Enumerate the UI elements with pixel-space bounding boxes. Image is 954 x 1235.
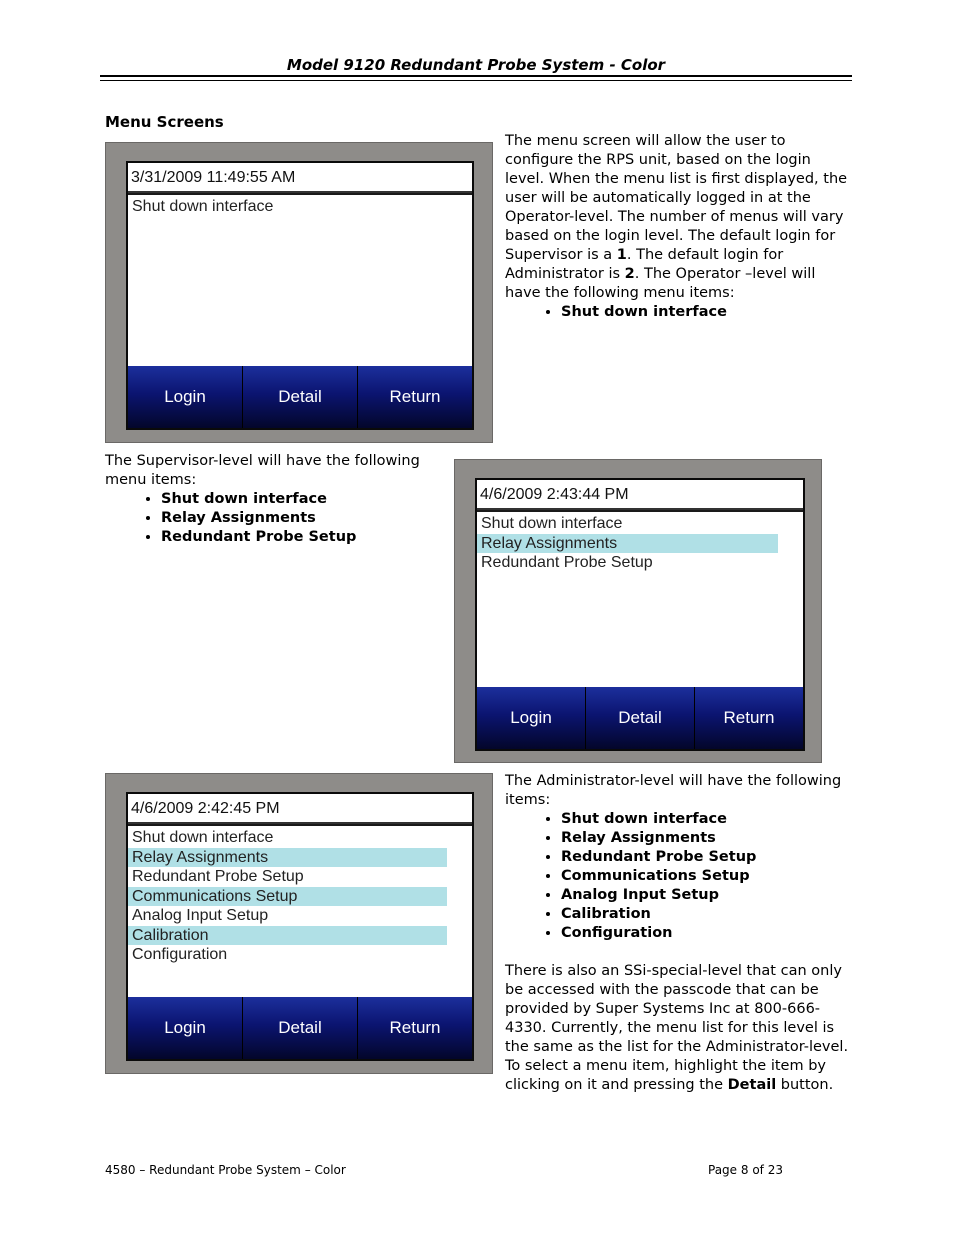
timestamp: 4/6/2009 2:42:45 PM	[128, 794, 472, 824]
menu-item[interactable]: Redundant Probe Setup	[481, 554, 653, 571]
timestamp: 4/6/2009 2:43:44 PM	[477, 480, 803, 510]
return-button[interactable]: Return	[358, 366, 472, 428]
button-bar	[128, 997, 472, 1059]
bullet-item: • Shut down interface	[161, 490, 425, 509]
bullet-item: • Communications Setup	[561, 867, 850, 886]
menu-item[interactable]: Shut down interface	[132, 198, 274, 215]
bullet-item: • Redundant Probe Setup	[161, 528, 425, 547]
menu-list	[128, 195, 472, 366]
operator-text-1: The menu screen will allow the user to configure the RPS unit, based on the login level. When the menu list is first displayed, the user will be automatically logged in at the Operator-level. The number of menus will vary based on the login level. The default login for Supervisor is a	[505, 133, 848, 263]
administrator-description	[505, 772, 850, 1095]
bullet-item: • Analog Input Setup	[561, 886, 850, 905]
ssi-level-text-end: button.	[776, 1077, 834, 1093]
menu-screen	[126, 792, 474, 1061]
return-button[interactable]: Return	[695, 687, 803, 749]
operator-menu-screenshot	[105, 142, 493, 443]
menu-list	[477, 512, 803, 687]
administrator-menu-screenshot	[105, 773, 493, 1074]
menu-item[interactable]: Redundant Probe Setup	[132, 868, 304, 885]
operator-text-2: . The default login for Administrator is	[505, 247, 784, 282]
menu-list	[128, 826, 472, 997]
button-bar	[128, 366, 472, 428]
administrator-login-value: 2	[624, 266, 635, 282]
bullet-item: • Redundant Probe Setup	[561, 848, 850, 867]
supervisor-login-value: 1	[616, 247, 627, 263]
operator-description	[505, 132, 850, 322]
bullet-item: • Shut down interface	[561, 303, 850, 322]
menu-item-highlighted[interactable]: Communications Setup	[128, 887, 447, 907]
menu-item[interactable]: Configuration	[132, 946, 228, 963]
detail-button[interactable]: Detail	[243, 366, 358, 428]
bullet-item: • Relay Assignments	[161, 509, 425, 528]
login-button[interactable]: Login	[128, 997, 243, 1059]
footer-document-title: 4580 – Redundant Probe System – Color	[105, 1163, 346, 1177]
menu-item-highlighted[interactable]: Relay Assignments	[128, 848, 447, 868]
section-heading: Menu Screens	[105, 113, 224, 131]
detail-emphasis: Detail	[727, 1077, 777, 1093]
bullet-item: • Configuration	[561, 924, 850, 943]
login-button[interactable]: Login	[477, 687, 586, 749]
menu-item-highlighted[interactable]: Relay Assignments	[477, 534, 778, 554]
supervisor-intro: The Supervisor-level will have the following menu items:	[105, 453, 420, 488]
supervisor-description	[105, 452, 425, 547]
menu-item[interactable]: Analog Input Setup	[132, 907, 269, 924]
bullet-item: • Relay Assignments	[561, 829, 850, 848]
menu-screen	[475, 478, 805, 751]
bullet-item: • Calibration	[561, 905, 850, 924]
detail-button[interactable]: Detail	[586, 687, 695, 749]
detail-button[interactable]: Detail	[243, 997, 358, 1059]
administrator-intro: The Administrator-level will have the following items:	[505, 773, 842, 808]
login-button[interactable]: Login	[128, 366, 243, 428]
header-rule-thick	[100, 75, 852, 77]
button-bar	[477, 687, 803, 749]
supervisor-menu-bullets	[105, 490, 425, 547]
timestamp: 3/31/2009 11:49:55 AM	[128, 163, 472, 193]
administrator-menu-bullets	[505, 810, 850, 943]
menu-item[interactable]: Shut down interface	[132, 829, 274, 846]
return-button[interactable]: Return	[358, 997, 472, 1059]
menu-item-highlighted[interactable]: Calibration	[128, 926, 447, 946]
operator-menu-bullets	[505, 303, 850, 322]
operator-text-3: . The Operator –level will have the following menu items:	[505, 266, 816, 301]
page-header-title: Model 9120 Redundant Probe System - Color	[286, 56, 666, 74]
menu-item[interactable]: Shut down interface	[481, 515, 623, 532]
footer-page-number: Page 8 of 23	[708, 1163, 783, 1177]
supervisor-menu-screenshot	[454, 459, 822, 763]
header-rule-thin	[100, 80, 852, 81]
ssi-level-text: There is also an SSi-special-level that can only be accessed with the passcode that can be provided by Super Systems Inc at 800-666-4330. Currently, the menu list for this level is the same as the list for the Administrator-level. To select a menu item, highlight the item by clicking on it and pressing the	[505, 963, 849, 1093]
bullet-item: • Shut down interface	[561, 810, 850, 829]
menu-screen	[126, 161, 474, 430]
